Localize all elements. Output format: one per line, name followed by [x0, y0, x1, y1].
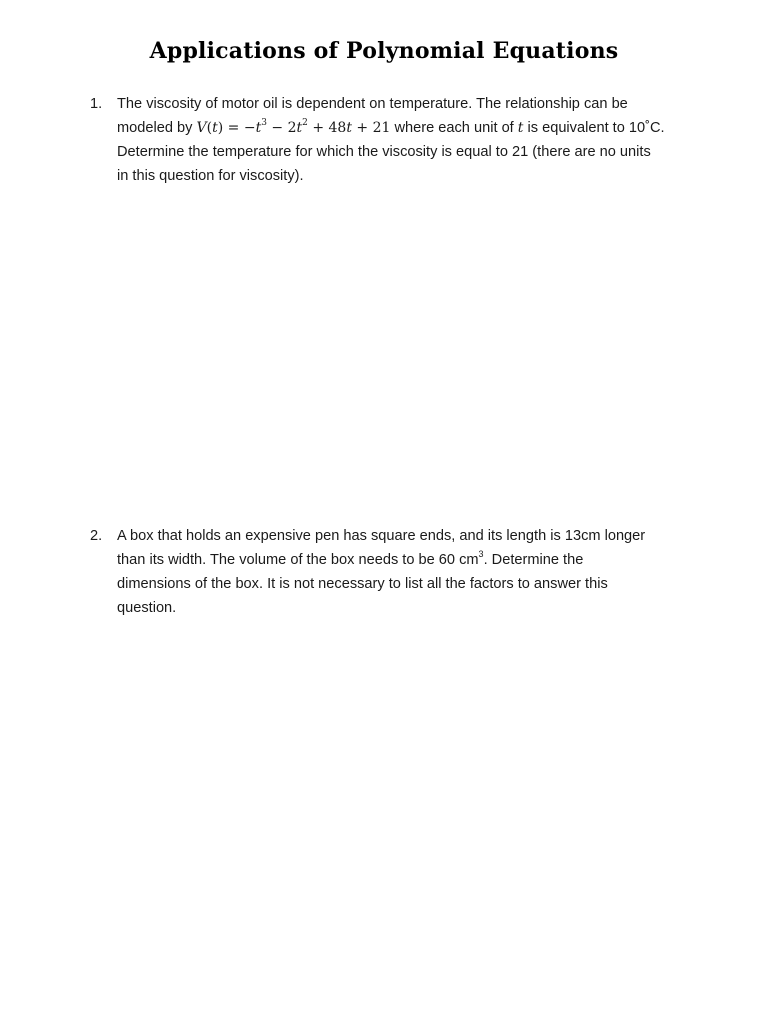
question-line: question.	[117, 600, 177, 616]
question-line-with-superscript	[117, 548, 677, 572]
text-fragment: where each unit of	[390, 120, 518, 136]
equation-fragment: ) = −	[217, 120, 256, 136]
question-line: dimensions of the box. It is not necessary to list all the factors to answer this	[117, 576, 608, 592]
equation-fragment: (	[206, 120, 213, 136]
equation-fragment: + 21	[351, 120, 391, 136]
equation-exponent: 3	[261, 118, 267, 129]
text-fragment: modeled by	[117, 120, 197, 136]
equation-symbol: t	[212, 120, 218, 136]
question-line: Determine the temperature for which the viscosity is equal to 21 (there are no units	[117, 144, 651, 160]
question-line: The viscosity of motor oil is dependent on temperature. The relationship can be	[117, 96, 628, 112]
equation-fragment: − 2	[266, 120, 297, 136]
question-number: 2.	[90, 528, 103, 544]
equation-fragment: + 48	[307, 120, 347, 136]
equation-symbol: t	[517, 120, 524, 136]
question-line: A box that holds an expensive pen has square ends, and its length is 13cm longer	[117, 528, 646, 544]
equation-exponent: 2	[302, 118, 308, 129]
text-fragment: is equivalent to 10˚C.	[523, 120, 665, 136]
equation-symbol: t	[296, 120, 303, 136]
question-line-with-equation	[117, 116, 677, 140]
text-fragment: . Determine the	[483, 552, 584, 568]
equation-symbol: t	[346, 120, 352, 136]
question-text	[117, 524, 677, 620]
question-line: in this question for viscosity).	[117, 168, 304, 184]
text-fragment: than its width. The volume of the box needs to be 60 cm	[117, 552, 479, 568]
question-number: 1.	[90, 96, 103, 112]
unit-exponent: 3	[478, 549, 484, 560]
question-text	[117, 92, 677, 188]
equation-symbol: t	[255, 120, 262, 136]
viscosity-equation	[197, 120, 391, 136]
question-2	[90, 524, 690, 620]
equation-symbol: V	[196, 120, 207, 136]
question-1	[90, 92, 690, 188]
page-title: Applications of Polynomial Equations	[149, 38, 619, 64]
